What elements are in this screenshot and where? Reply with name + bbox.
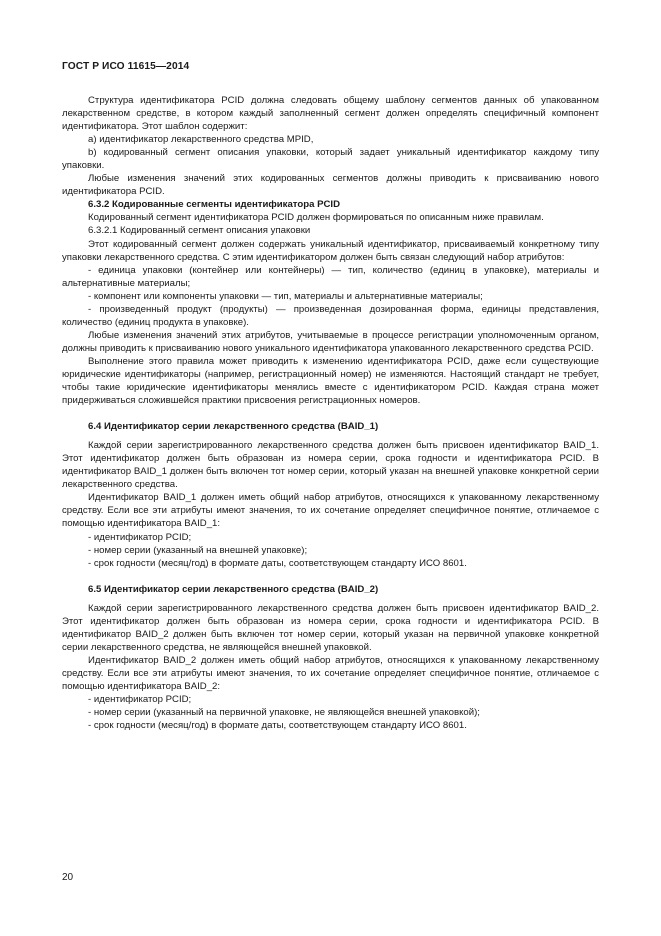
section-heading: 6.5 Идентификатор серии лекарственного средства (BAID_2)	[88, 583, 379, 595]
paragraph: Структура идентификатора PCID должна следовать общему шаблону сегментов данных об упакованном лекарственном средстве, в котором каждый заполненный сегмент должен определять специфичный компонент идентификатора. Этот шаблон содержит:	[62, 95, 599, 133]
list-item: - идентификатор PCID;	[88, 694, 192, 706]
list-item: - срок годности (месяц/год) в формате даты, соответствующем стандарту ИСО 8601.	[88, 720, 467, 732]
paragraph: Кодированный сегмент идентификатора PCID должен формироваться по описанным ниже правилам.	[88, 212, 544, 224]
list-item: a) идентификатор лекарственного средства MPID,	[88, 134, 314, 146]
section-heading: 6.3.2 Кодированные сегменты идентификатора PCID	[88, 199, 340, 211]
list-item: - срок годности (месяц/год) в формате даты, соответствующем стандарту ИСО 8601.	[88, 557, 467, 569]
list-item: - идентификатор PCID;	[88, 531, 192, 543]
list-item: - единица упаковки (контейнер или контейнеры) — тип, количество (единиц в упаковке), материалы и альтернативные материалы;	[62, 264, 599, 289]
paragraph: Этот кодированный сегмент должен содержать уникальный идентификатор, присваиваемый конкретному типу упаковки лекарственного средства. С этим идентификатором должен быть связан следующий набор атрибутов:	[62, 238, 599, 263]
list-item: - номер серии (указанный на первичной упаковке, не являющейся внешней упаковкой);	[88, 707, 480, 719]
section-heading: 6.4 Идентификатор серии лекарственного средства (BAID_1)	[88, 421, 379, 433]
paragraph: Идентификатор BAID_1 должен иметь общий набор атрибутов, относящихся к упакованному лекарственному средству. Если все эти атрибуты имеют значения, то их сочетание определяет специфичное понятие, отличаемое с помощью идентификатора BAID_1:	[62, 492, 599, 530]
list-item: - произведенный продукт (продукты) — произведенная дозированная форма, единицы представления, количество (единиц продукта в упаковке).	[62, 303, 599, 328]
document-body	[62, 94, 599, 732]
paragraph: Любые изменения значений этих кодированных сегментов должны приводить к присваиванию нового идентификатора PCID.	[62, 173, 599, 198]
list-item: - номер серии (указанный на внешней упаковке);	[88, 544, 308, 556]
paragraph: Любые изменения значений этих атрибутов, учитываемые в процессе регистрации уполномоченным органом, должны приводить к присваиванию нового уникального идентификатора упакованного лекарственного средства PCID.	[62, 329, 599, 354]
subsection-heading: 6.3.2.1 Кодированный сегмент описания упаковки	[88, 225, 311, 237]
page-number: 20	[62, 872, 74, 883]
paragraph: Идентификатор BAID_2 должен иметь общий набор атрибутов, относящихся к упакованному лекарственному средству. Если все эти атрибуты имеют значения, то их сочетание определяет специфичное понятие, отличаемое с помощью идентификатора BAID_2:	[62, 654, 599, 692]
list-item: b) кодированный сегмент описания упаковки, который задает уникальный идентификатор каждому типу упаковки.	[62, 147, 599, 172]
paragraph: Каждой серии зарегистрированного лекарственного средства должен быть присвоен идентификатор BAID_2. Этот идентификатор должен быть образован из номера серии, срока годности и идентификатора PCID. В идентификатор BAID_2 должен быть включен тот номер серии, который указан на первичной упаковке конкретной серии лекарственного средства, не являющейся внешней упаковкой.	[62, 602, 599, 653]
document-header: ГОСТ Р ИСО 11615—2014	[62, 61, 190, 72]
paragraph: Каждой серии зарегистрированного лекарственного средства должен быть присвоен идентификатор BAID_1. Этот идентификатор должен быть образован из номера серии, срока годности и идентификатора PCID. В идентификатор BAID_1 должен быть включен тот номер серии, который указан на внешней упаковке конкретной серии лекарственного средства.	[62, 440, 599, 491]
paragraph: Выполнение этого правила может приводить к изменению идентификатора PCID, даже если существующие юридические идентификаторы (например, регистрационный номер) не изменяются. Настоящий стандарт не требует, чтобы такие юридические идентификаторы менялись вместе с идентификатором PCID. Каждая страна может придерживаться сложившейся практики присвоения регистрационных номеров.	[62, 355, 599, 407]
list-item: - компонент или компоненты упаковки — тип, материалы и альтернативные материалы;	[88, 290, 483, 302]
